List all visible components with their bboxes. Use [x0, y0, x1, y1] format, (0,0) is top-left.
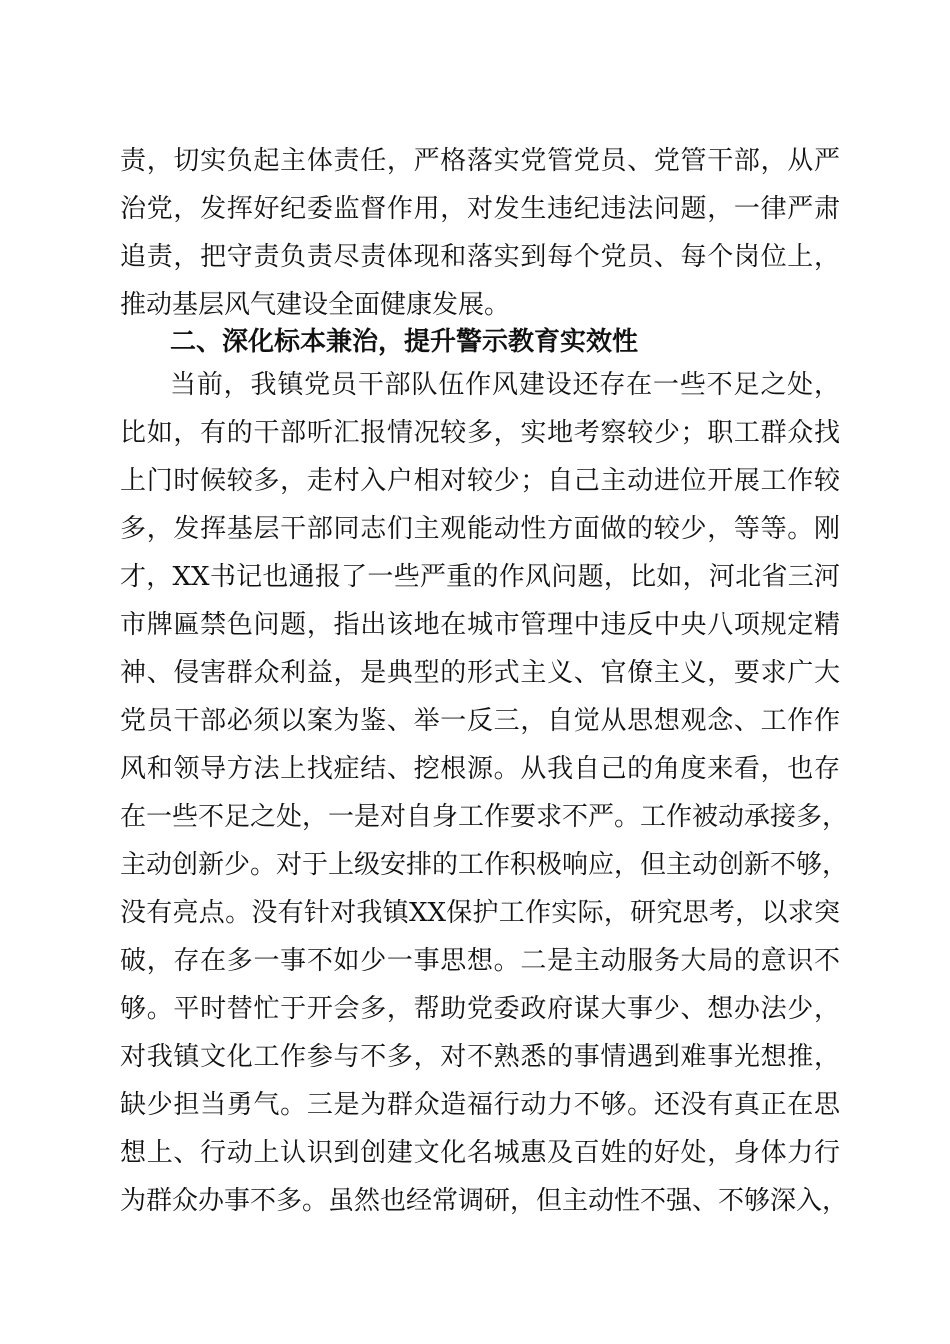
paragraph-line: 推动基层风气建设全面健康发展。	[120, 290, 511, 320]
paragraph-line: 主动创新少。对于上级安排的工作积极响应，但主动创新不够，	[120, 850, 849, 880]
paragraph-line: 缺少担当勇气。三是为群众造福行动力不够。还没有真正在思	[120, 1090, 840, 1120]
paragraph-line: 治党，发挥好纪委监督作用，对发生违纪违法问题，一律严肃	[120, 194, 840, 224]
paragraph-line: 破，存在多一事不如少一事思想。二是主动服务大局的意识不	[120, 946, 840, 976]
paragraph-line: 风和领导方法上找症结、挖根源。从我自己的角度来看，也存	[120, 754, 840, 784]
paragraph-line: 对我镇文化工作参与不多，对不熟悉的事情遇到难事光想推，	[120, 1042, 840, 1072]
paragraph-line: 党员干部必须以案为鉴、举一反三，自觉从思想观念、工作作	[120, 706, 840, 736]
paragraph-line: 神、侵害群众利益，是典型的形式主义、官僚主义，要求广大	[120, 658, 840, 688]
paragraph-line: 责，切实负起主体责任，严格落实党管党员、党管干部，从严	[120, 146, 840, 176]
paragraph-line: 市牌匾禁色问题，指出该地在城市管理中违反中央八项规定精	[120, 610, 840, 640]
paragraph-line: 在一些不足之处，一是对自身工作要求不严。工作被动承接多，	[120, 802, 849, 832]
paragraph-line: 没有亮点。没有针对我镇XX保护工作实际，研究思考，以求突	[120, 898, 840, 928]
paragraph-line: 上门时候较多，走村入户相对较少；自己主动进位开展工作较	[120, 466, 840, 496]
paragraph-line: 想上、行动上认识到创建文化名城惠及百姓的好处，身体力行	[120, 1138, 840, 1168]
paragraph-line: 多，发挥基层干部同志们主观能动性方面做的较少，等等。刚	[120, 514, 840, 544]
paragraph-line: 才，XX书记也通报了一些严重的作风问题，比如，河北省三河	[120, 562, 840, 592]
paragraph-line: 比如，有的干部听汇报情况较多，实地考察较少；职工群众找	[120, 418, 840, 448]
section-heading: 二、深化标本兼治，提升警示教育实效性	[170, 327, 639, 357]
paragraph-line: 够。平时替忙于开会多，帮助党委政府谋大事少、想办法少，	[120, 994, 840, 1024]
paragraph-line: 追责，把守责负责尽责体现和落实到每个党员、每个岗位上，	[120, 242, 840, 272]
paragraph-line: 为群众办事不多。虽然也经常调研，但主动性不强、不够深入，	[120, 1186, 849, 1216]
paragraph-line: 当前，我镇党员干部队伍作风建设还存在一些不足之处，	[170, 370, 840, 400]
